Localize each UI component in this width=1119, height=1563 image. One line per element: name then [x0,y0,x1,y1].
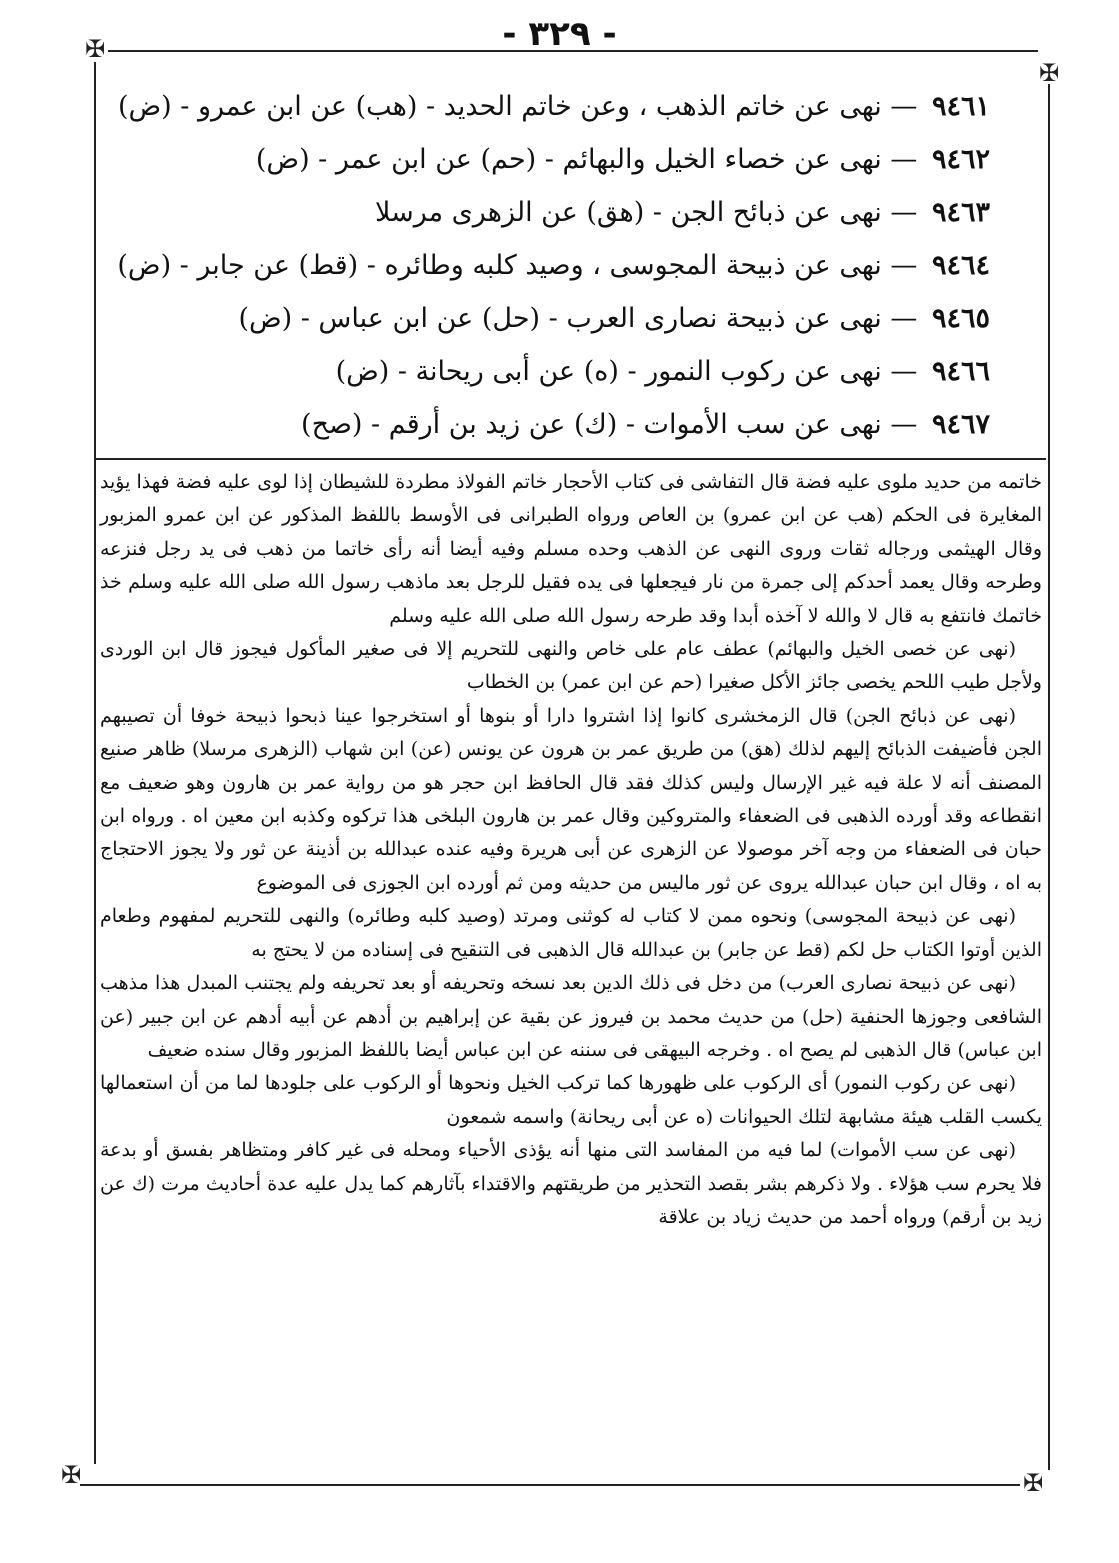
corner-ornament-icon: ✠ [1038,59,1060,87]
hadith-entry [110,133,990,186]
hadith-number: ٩٤٦٧ [931,409,990,440]
commentary-paragraph: (نهى عن ذبائح الجن) قال الزمخشرى كانوا إذا اشتروا دارا أو بنوها أو استخرجوا عينا ذبحوا ذبيحة خوفا أن تصيبهم الجن فأضيفت الذبائح إليهم لذلك (هق) من طريق عمر بن هرون عن يونس (عن) ابن شهاب (الزهرى مرسلا) ظاهر صنيع المصنف أنه لا علة فيه غير الإرسال وليس كذلك فقد قال الحافظ ابن حجر هو من رواية عمر بن هارون وهو ضعيف مع انقطاعه وقد أورده الذهبى فى الضعفاء والمتروكين وقال عمر بن هارون البلخى هذا تركوه وكذبه ابن معين اه . ورواه ابن حبان فى الضعفاء من وجه آخر موصولا عن الزهرى عن أبى هريرة وفيه عنده عبدالله بن أذينة عن ثور ولا يجوز الاحتجاج به اه ، وقال ابن حبان عبدالله يروى عن ثور ماليس من حديثه ومن ثم أورده ابن الجوزى فى الموضوع [100,704,1042,894]
hadith-text: — نهى عن ذبائح الجن - (هق) عن الزهرى مرسلا [375,197,918,228]
corner-ornament-icon: ✠ [1022,1469,1044,1497]
commentary-paragraph: (نهى عن ذبيحة المجوسى) ونحوه ممن لا كتاب له كوثنى ومرتد (وصيد كلبه وطائره) والنهى للتحريم لمفهوم وطعام الذين أوتوا الكتاب حل لكم (قط عن جابر) بن عبدالله قال الذهبى فى التنقيح فى إسناده من لا يحتج به [100,905,1042,961]
frame-border-right [1048,84,1050,1470]
hadith-number: ٩٤٦٥ [931,303,990,334]
commentary-paragraph: (نهى عن سب الأموات) لما فيه من المفاسد التى منها أنه يؤذى الأحياء ومحله فى غير كافر ومتظاهر بفسق أو بدعة فلا يحرم سب هؤلاء . ولا ذكرهم بشر بقصد التحذير من طريقتهم والاقتداء بآثارهم كما يدل عليه عدة أحاديث مرت (ك عن زيد بن أرقم) ورواه أحمد من حديث زياد بن علاقة [100,1139,1042,1228]
hadith-entry [110,345,990,398]
hadith-number: ٩٤٦١ [931,91,990,122]
corner-ornament-icon: ✠ [60,1461,82,1489]
corner-ornament-icon: ✠ [84,35,106,63]
commentary-paragraph: (نهى عن خصى الخيل والبهائم) عطف عام على خاص والنهى للتحريم إلا فى صغير المأكول فيجوز قال ابن الوردى ولأجل طيب اللحم يخصى جائز الأكل صغيرا (حم عن ابن عمر) بن الخطاب [100,638,1042,694]
frame-border-bottom [80,1484,1020,1486]
hadith-number: ٩٤٦٤ [931,250,990,281]
hadith-entry [110,186,990,239]
commentary-paragraph: (نهى عن ذبيحة نصارى العرب) من دخل فى ذلك الدين بعد نسخه وتحريفه أو بعد تحريفه ولم يجتنب المبدل هذا مذهب الشافعى وجوزها الحنفية (حل) من حديث محمد بن فيروز عن بقية عن إبراهيم بن أدهم عن أبيه أدهم عن ابن جبير (عن ابن عباس) قال الذهبى لم يصح اه . وخرجه البيهقى فى سننه عن ابن عباس أيضا باللفظ المزبور وقال سنده ضعيف [100,972,1042,1061]
hadith-text: — نهى عن خاتم الذهب ، وعن خاتم الحديد - (هب) عن ابن عمرو - (ض) [117,91,918,122]
hadith-number: ٩٤٦٣ [931,197,990,228]
commentary-paragraph: (نهى عن ركوب النمور) أى الركوب على ظهورها كما تركب الخيل ونحوها أو الركوب على جلودها لما من أن استعمالها يكسب القلب هيئة مشابهة لتلك الحيوانات (ه عن أبى ريحانة) واسمه شمعون [100,1072,1042,1128]
hadith-text: — نهى عن ذبيحة المجوسى ، وصيد كلبه وطائره - (قط) عن جابر - (ض) [117,250,918,281]
hadith-text: — نهى عن سب الأموات - (ك) عن زيد بن أرقم - (صح) [301,409,918,440]
hadith-entry [110,80,990,133]
hadith-number: ٩٤٦٢ [931,144,990,175]
hadith-number: ٩٤٦٦ [931,356,990,387]
commentary-section [100,466,1042,1234]
page-number: - ٣٢٩ - [502,14,617,54]
hadith-text: — نهى عن خصاء الخيل والبهائم - (حم) عن ابن عمر - (ض) [255,144,918,175]
hadith-list [110,80,990,451]
frame-border-left [94,62,96,1464]
hadith-entry [110,239,990,292]
commentary-paragraph: خاتمه من حديد ملوى عليه فضة قال التفاشى فى كتاب الأحجار خاتم الفولاذ مطردة للشيطان إذا لوى عليه فضة فهذا يؤيد المغايرة فى الحكم (هب عن ابن عمرو) بن العاص ورواه الطبرانى فى الأوسط باللفظ المذكور عن ابن عمرو المزبور وقال الهيثمى ورجاله ثقات وروى النهى عن الذهب وحده مسلم وفيه أيضا أنه رأى خاتما من ذهب فى يد رجل فنزعه وطرحه وقال يعمد أحدكم إلى جمرة من نار فيجعلها فى يده فقيل للرجل بعد ماذهب رسول الله صلى الله عليه وسلم خذ خاتمك فانتفع به قال لا والله لا آخذه أبدا وقد طرحه رسول الله صلى الله عليه وسلم [100,471,1042,627]
hadith-text: — نهى عن ركوب النمور - (ه) عن أبى ريحانة - (ض) [335,356,918,387]
hadith-text: — نهى عن ذبيحة نصارى العرب - (حل) عن ابن عباس - (ض) [238,303,918,334]
frame-border-top [108,50,1038,52]
hadith-entry [110,292,990,345]
hadith-entry [110,398,990,451]
section-divider [96,458,1046,460]
